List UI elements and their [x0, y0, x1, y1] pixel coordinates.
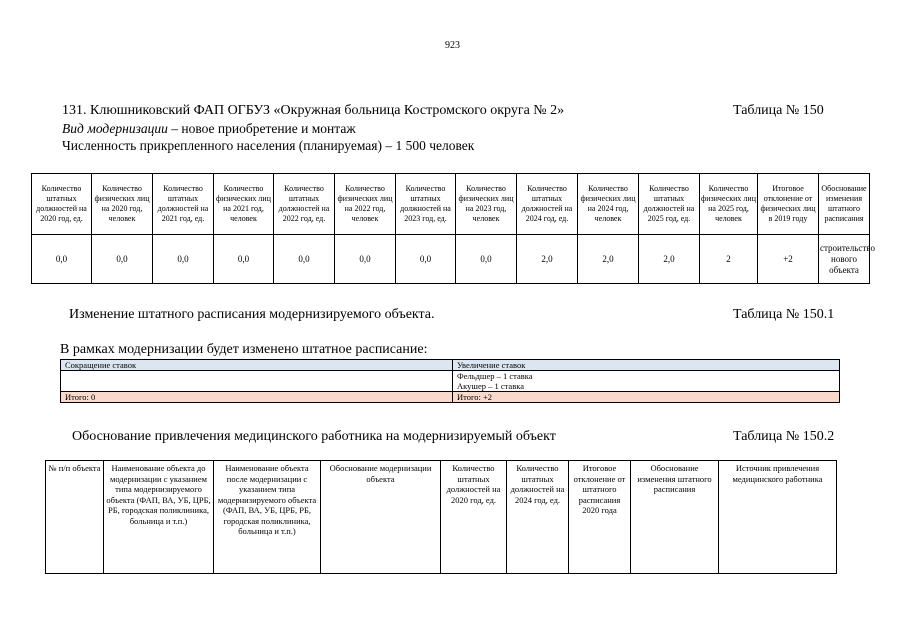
value-cell: 0,0: [335, 235, 396, 284]
table-1502-label: Таблица № 150.2: [733, 429, 835, 444]
header-cell: Количество физических лиц на 2023 год, человек: [456, 174, 517, 235]
reduce-item: [61, 381, 453, 392]
value-cell: 0,0: [274, 235, 335, 284]
value-cell: 0,0: [396, 235, 456, 284]
rates-change-table: [60, 359, 840, 403]
header-cell: Наименование объекта до модернизации с указанием типа модернизируемого объекта (ФАП, ВА, УБ, ЦРБ, РБ, городская поликлиника, больница и т.п.): [104, 461, 214, 574]
population-line: Численность прикрепленного населения (планируемая) – 1 500 человек: [62, 138, 475, 153]
value-cell: 0,0: [153, 235, 214, 284]
object-title: 131. Клюшниковский ФАП ОГБУЗ «Окружная больница Костромского округа № 2»: [62, 103, 565, 118]
value-cell: 0,0: [456, 235, 517, 284]
staffing-header-row: [32, 174, 870, 235]
modernization-type-value: – новое приобретение и монтаж: [167, 121, 356, 136]
value-cell: 2,0: [639, 235, 700, 284]
rates-header-row: [61, 360, 840, 371]
reduce-total: Итого: 0: [61, 392, 453, 403]
rates-item-row: [61, 381, 840, 392]
section-1501-title: Изменение штатного расписания модернизируемого объекта.: [69, 307, 435, 322]
header-cell: Количество физических лиц на 2020 год, человек: [92, 174, 153, 235]
reduce-header: Сокращение ставок: [61, 360, 453, 371]
header-cell: Количество физических лиц на 2024 год, человек: [578, 174, 639, 235]
header-cell: Обоснование изменения штатного расписания: [631, 461, 719, 574]
value-cell: 2,0: [578, 235, 639, 284]
increase-total: Итого: +2: [453, 392, 840, 403]
header-cell: Количество штатных должностей на 2024 год, ед.: [517, 174, 578, 235]
worker-justification-table: [45, 460, 837, 574]
justification-cell: строительство нового объекта: [819, 235, 870, 284]
header-cell: Количество физических лиц на 2025 год, человек: [700, 174, 758, 235]
header-cell: Количество штатных должностей на 2022 год, ед.: [274, 174, 335, 235]
justification-header-row: [46, 461, 837, 574]
rates-item-row: [61, 371, 840, 382]
increase-header: Увеличение ставок: [453, 360, 840, 371]
value-cell: 2,0: [517, 235, 578, 284]
header-cell: Количество физических лиц на 2021 год, человек: [214, 174, 274, 235]
table-1501-label: Таблица № 150.1: [733, 307, 835, 322]
increase-item: Фельдшер – 1 ставка: [453, 371, 840, 382]
header-cell: Итоговое отклонение от физических лиц в 2019 году: [758, 174, 819, 235]
header-cell: Итоговое отклонение от штатного расписания 2020 года: [569, 461, 631, 574]
header-cell: Количество штатных должностей на 2024 год, ед.: [507, 461, 569, 574]
value-cell: 0,0: [92, 235, 153, 284]
header-cell: Количество физических лиц на 2022 год, человек: [335, 174, 396, 235]
table-150-label: Таблица № 150: [733, 103, 824, 118]
staffing-value-row: [32, 235, 870, 284]
header-cell: № п/п объекта: [46, 461, 104, 574]
header-cell: Количество штатных должностей на 2021 год, ед.: [153, 174, 214, 235]
section-1501-intro: В рамках модернизации будет изменено штатное расписание:: [60, 342, 428, 357]
header-cell: Количество штатных должностей на 2020 год, ед.: [32, 174, 92, 235]
rates-total-row: [61, 392, 840, 403]
value-cell: 0,0: [32, 235, 92, 284]
header-cell: Количество штатных должностей на 2025 год, ед.: [639, 174, 700, 235]
header-cell: Обоснование модернизации объекта: [321, 461, 441, 574]
header-cell: Количество штатных должностей на 2023 год, ед.: [396, 174, 456, 235]
modernization-type: [62, 121, 356, 137]
value-cell: +2: [758, 235, 819, 284]
header-cell: Наименование объекта после модернизации с указанием типа модернизируемого объекта (ФАП, ВА, УБ, ЦРБ, РБ, городская поликлиника, больница и т.п.): [214, 461, 321, 574]
value-cell: 0,0: [214, 235, 274, 284]
header-cell: Обоснование изменения штатного расписания: [819, 174, 870, 235]
page-number: 923: [445, 40, 460, 51]
header-cell: Источник привлечения медицинского работника: [719, 461, 837, 574]
staffing-table: [31, 173, 875, 284]
value-cell: 2: [700, 235, 758, 284]
header-cell: Количество штатных должностей на 2020 год, ед.: [441, 461, 507, 574]
increase-item: Акушер – 1 ставка: [453, 381, 840, 392]
modernization-type-label: Вид модернизации: [62, 121, 168, 136]
section-1502-title: Обоснование привлечения медицинского работника на модернизируемый объект: [72, 429, 556, 444]
reduce-item: [61, 371, 453, 382]
